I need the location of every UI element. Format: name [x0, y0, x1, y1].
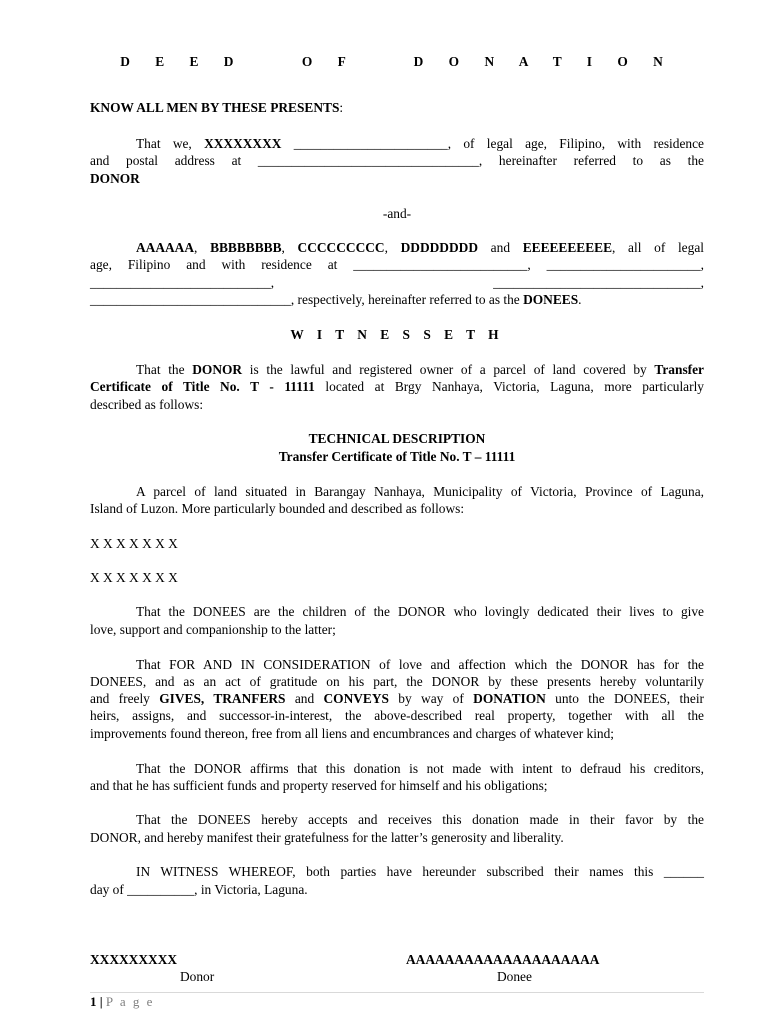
x-placeholder-line-1: X X X X X X X: [90, 536, 178, 551]
consideration-para-line-5: improvements found thereon, free from all liens and encumbrances and charges of whatever kind;: [90, 726, 615, 741]
page-number: 1: [90, 994, 97, 1009]
donee-signature-name: AAAAAAAAAAAAAAAAAAAA: [406, 952, 600, 967]
donor-signature-label: Donor: [180, 969, 215, 984]
consideration-para-line-3: and freely GIVES, TRANFERS and CONVEYS by way of DONATION unto the DONEES, their: [90, 691, 705, 706]
donees-para-line-4: ______________________________, respectively, hereinafter referred to as the DONEES.: [90, 292, 582, 307]
donor-signature-name: XXXXXXXXX: [90, 952, 178, 967]
and-separator: -and-: [382, 206, 412, 221]
accept-para-line-2: DONOR, and hereby manifest their gratefulness for the latter’s generosity and liberality.: [90, 830, 564, 845]
parcel-para-line-2: Island of Luzon. More particularly bounded and described as follows:: [90, 501, 465, 516]
document-title: D E E D O F D O N A T I O N: [120, 54, 674, 69]
consideration-para-line-2: DONEES, and as an act of gratitude on his part, the DONOR by these presents hereby voluntarily: [90, 674, 704, 689]
owner-para-line-1: That the DONOR is the lawful and registered owner of a parcel of land covered by Transfer: [136, 362, 705, 377]
x-placeholder-line-2: X X X X X X X: [90, 570, 178, 585]
opening-line: KNOW ALL MEN BY THESE PRESENTS:: [90, 100, 344, 115]
witness-para-line-1: IN WITNESS WHEREOF, both parties have hereunder subscribed their names this ______: [136, 864, 704, 879]
accept-para-line-1: That the DONEES hereby accepts and receives this donation made in their favor by the: [136, 812, 704, 827]
witness-para-line-2: day of __________, in Victoria, Laguna.: [90, 882, 308, 897]
witnesseth-heading: W I T N E S S E T H: [290, 327, 504, 342]
donee-signature-label: Donee: [497, 969, 532, 984]
owner-para-line-2: Certificate of Title No. T - 11111 located at Brgy Nanhaya, Victoria, Laguna, more particularly: [90, 379, 705, 394]
owner-para-line-3: described as follows:: [90, 397, 204, 412]
consideration-para-line-4: heirs, assigns, and successor-in-interest, the above-described real property, together with all the: [90, 708, 704, 723]
donor-para-line-3: DONOR: [90, 171, 140, 186]
donor-para-line-2: and postal address at _________________________________, hereinafter referred to as the: [90, 153, 704, 168]
tech-description-title: TECHNICAL DESCRIPTION: [308, 431, 486, 446]
affirm-para-line-2: and that he has sufficient funds and property reserved for himself and his obligations;: [90, 778, 548, 793]
affirm-para-line-1: That the DONOR affirms that this donation is not made with intent to defraud his creditors,: [136, 761, 704, 776]
page-word: P a g e: [105, 994, 155, 1009]
consideration-para-line-1: That FOR AND IN CONSIDERATION of love and affection which the DONOR has for the: [136, 657, 704, 672]
page-footer: 1 | P a g e: [90, 994, 155, 1009]
children-para-line-2: love, support and companionship to the latter;: [90, 622, 336, 637]
donor-para-line-1: That we, XXXXXXXX _______________________, of legal age, Filipino, with residence: [136, 136, 704, 151]
donees-para-line-1: AAAAAA, BBBBBBBB, CCCCCCCCC, DDDDDDDD and EEEEEEEEEE, all of legal: [136, 240, 704, 255]
donees-para-line-3a: ___________________________,: [90, 275, 275, 290]
children-para-line-1: That the DONEES are the children of the DONOR who lovingly dedicated their lives to give: [136, 604, 704, 619]
footer-rule: [90, 992, 704, 993]
donees-para-line-3b: _______________________________,: [493, 275, 704, 290]
parcel-para-line-1: A parcel of land situated in Barangay Nanhaya, Municipality of Victoria, Province of Laguna,: [136, 484, 704, 499]
tech-description-subtitle: Transfer Certificate of Title No. T – 11111: [278, 449, 516, 464]
donees-para-line-2: age, Filipino and with residence at __________________________, _______________________,: [90, 257, 704, 272]
